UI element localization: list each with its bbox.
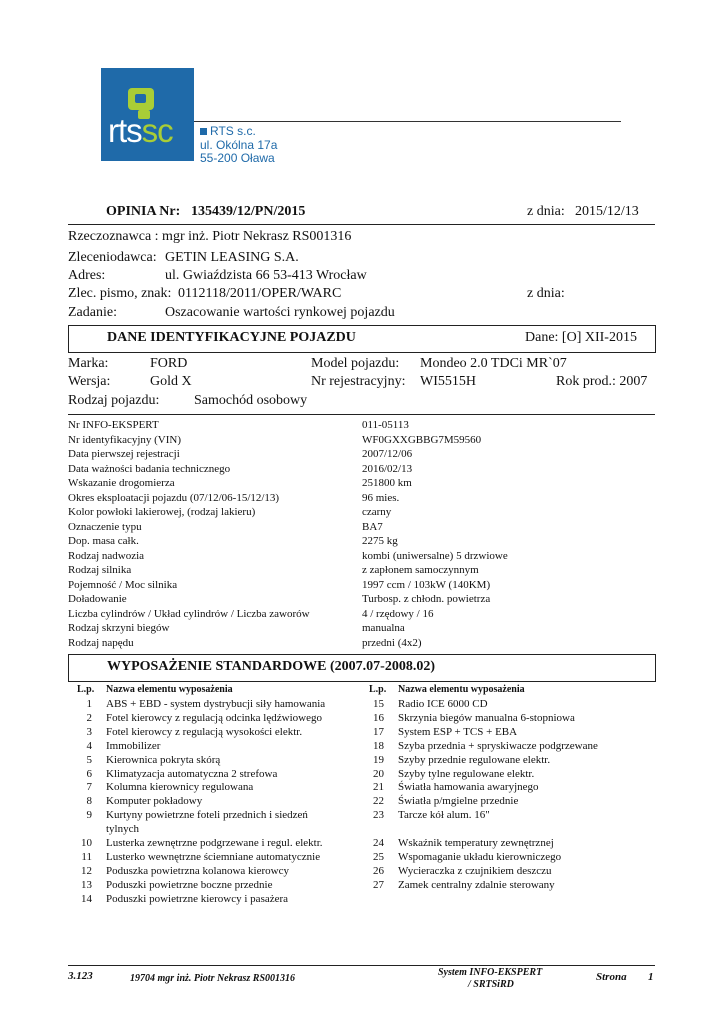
equipment-number: 27 [373,878,384,891]
equipment-number: 23 [373,809,384,822]
equipment-number: 8 [86,795,92,808]
logo-mark [128,88,154,110]
equipment-item: Kolumna kierownicy regulowana [106,781,254,794]
client-label: Zleceniodawca: [68,250,157,265]
equipment-item: System ESP + TCS + EBA [398,725,518,738]
equipment-item: Wycieraczka z czujnikiem deszczu [398,864,552,877]
equipment-number: 19 [373,753,384,766]
detail-value: WF0GXXGBBG7M59560 [362,433,482,446]
task-label: Zadanie: [68,305,117,320]
equipment-number: 12 [81,864,92,877]
equipment-item: Wspomaganie układu kierowniczego [398,850,562,863]
detail-value: Turbosp. z chłodn. powietrza [362,593,491,605]
order-value: 0112118/2011/OPER/WARC [178,286,342,301]
equipment-number: 25 [373,850,384,863]
equipment-item: Lusterko wewnętrzne ściemniane automatycznie [106,850,321,863]
equipment-item: Radio ICE 6000 CD [398,698,488,710]
company-city: 55-200 Oława [200,151,275,165]
registration-label: Nr rejestracyjny: [311,374,406,389]
equipment-number: 20 [373,767,384,780]
column-header-lp: L.p. [369,684,387,695]
client-name: GETIN LEASING S.A. [165,250,299,265]
address-label: Adres: [68,268,106,283]
vehicle-type-value: Samochód osobowy [194,393,308,408]
vehicle-type-label: Rodzaj pojazdu: [68,393,160,408]
detail-label: Nr identyfikacyjny (VIN) [68,433,182,446]
divider [68,414,655,415]
company-name: RTS s.c. [200,124,256,138]
detail-value: 96 mies. [362,491,400,504]
column-header-lp: L.p. [77,684,95,695]
detail-value: 2016/02/13 [362,462,413,475]
footer-page-number: 1 [648,971,654,983]
footer-code: 3.123 [68,970,93,982]
detail-label: Dop. masa całk. [68,535,139,547]
equipment-item: Szyba przednia + spryskiwacze podgrzewane [398,739,598,752]
detail-value: manualna [362,622,405,634]
equipment-number: 3 [86,725,92,738]
make-value: FORD [150,356,188,371]
order-label: Zlec. pismo, znak: [68,286,172,301]
column-header-name: Nazwa elementu wyposażenia [398,684,525,695]
equipment-item: Kurtyny powietrzne foteli przednich i siedzeń [106,809,308,822]
equipment-item: Szyby tylne regulowane elektr. [398,767,535,780]
production-year: Rok prod.: 2007 [556,374,648,389]
vehicle-data-date: Dane: [O] XII-2015 [525,330,637,345]
opinion-label: OPINIA Nr: [106,204,181,219]
detail-value: BA7 [362,520,383,533]
detail-value: 4 / rzędowy / 16 [362,607,434,620]
equipment-number: 14 [81,892,92,905]
detail-label: Rodzaj silnika [68,564,132,576]
equipment-item: Immobilizer [106,739,161,752]
equipment-number: 13 [81,878,92,891]
detail-label: Oznaczenie typu [68,520,142,533]
detail-label: Data ważności badania technicznego [68,462,231,475]
equipment-item: Tarcze kół alum. 16" [398,809,490,822]
detail-label: Rodzaj nadwozia [68,549,145,562]
equipment-number: 9 [86,809,92,822]
equipment-number: 1 [86,698,92,710]
equipment-number: 10 [81,837,92,849]
opinion-date-label: z dnia: [527,204,565,219]
detail-value: 011-05113 [362,419,409,431]
detail-value: 251800 km [362,477,412,489]
opinion-number: 135439/12/PN/2015 [191,204,306,219]
equipment-item: Poduszki powietrzne boczne przednie [106,878,273,891]
detail-label: Rodzaj skrzyni biegów [68,622,170,634]
model-label: Model pojazdu: [311,356,400,371]
equipment-item: Światła hamowania awaryjnego [398,781,539,794]
equipment-number: 21 [373,781,384,794]
equipment-number: 6 [86,767,92,780]
equipment-item: ABS + EBD - system dystrybucji siły hamowania [106,698,326,710]
footer-page-label: Strona [596,971,627,983]
detail-label: Pojemność / Moc silnika [68,578,178,591]
version-value: Gold X [150,374,192,389]
task-value: Oszacowanie wartości rynkowej pojazdu [165,305,395,320]
footer-system-suffix: / SRTSiRD [468,979,514,990]
equipment-number: 22 [373,795,384,808]
equipment-item: Lusterka zewnętrzne podgrzewane i regul. elektr. [106,837,323,849]
make-label: Marka: [68,356,109,371]
detail-label: Data pierwszej rejestracji [68,448,180,460]
detail-value: czarny [362,506,392,518]
order-date-label: z dnia: [527,286,565,301]
equipment-item: Poduszki powietrzne kierowcy i pasażera [106,892,289,905]
equipment-item: Skrzynia biegów manualna 6-stopniowa [398,711,575,724]
equipment-item: Szyby przednie regulowane elektr. [398,753,551,766]
detail-label: Wskazanie drogomierza [68,477,175,489]
equipment-number: 11 [81,850,92,863]
model-value: Mondeo 2.0 TDCi MR`07 [420,356,567,371]
equipment-number: 5 [86,753,92,766]
vehicle-section-title: DANE IDENTYFIKACYJNE POJAZDU [107,330,356,345]
detail-label: Kolor powłoki lakierowej, (rodzaj lakieru) [68,506,256,518]
address-value: ul. Gwiaździsta 66 53-413 Wrocław [165,268,367,283]
equipment-item: Kierownica pokryta skórą [106,753,221,766]
expert-name: Rzeczoznawca : mgr inż. Piotr Nekrasz RS001316 [68,229,352,244]
company-street: ul. Okólna 17a [200,138,278,152]
column-header-name: Nazwa elementu wyposażenia [106,684,233,695]
detail-value: przedni (4x2) [362,636,422,649]
detail-value: z zapłonem samoczynnym [362,564,479,576]
equipment-item: Światła p/mgielne przednie [398,795,519,808]
registration-value: WI5515H [420,374,476,389]
detail-label: Nr INFO-EKSPERT [68,419,159,431]
detail-label: Doładowanie [68,593,127,605]
detail-label: Okres eksploatacji pojazdu (07/12/06-15/12/13) [68,491,280,504]
header-divider [194,121,621,122]
equipment-number: 15 [373,698,384,710]
equipment-number: 16 [373,711,384,724]
equipment-item: Poduszka powietrzna kolanowa kierowcy [106,864,289,877]
equipment-item: Wskaźnik temperatury zewnętrznej [398,837,554,849]
equipment-number: 26 [373,864,384,877]
detail-label: Rodzaj napędu [68,636,134,649]
detail-value: 2275 kg [362,535,398,547]
divider [68,224,655,225]
equipment-section-title: WYPOSAŻENIE STANDARDOWE (2007.07-2008.02) [107,659,435,674]
equipment-item: tylnych [106,823,139,836]
equipment-number: 24 [373,837,384,849]
footer-divider [68,965,655,966]
detail-value: kombi (uniwersalne) 5 drzwiowe [362,549,508,562]
equipment-item: Zamek centralny zdalnie sterowany [398,878,555,891]
footer-author: 19704 mgr inż. Piotr Nekrasz RS001316 [130,973,296,984]
equipment-number: 4 [86,739,92,752]
logo-wordmark: rtssc [108,112,173,149]
footer-system: System INFO-EKSPERT [438,967,543,978]
equipment-number: 18 [373,739,384,752]
equipment-number: 2 [86,711,92,724]
equipment-item: Fotel kierowcy z regulacją odcinka lędźwiowego [106,711,322,724]
equipment-item: Klimatyzacja automatyczna 2 strefowa [106,767,278,780]
detail-value: 2007/12/06 [362,448,413,460]
version-label: Wersja: [68,374,111,389]
detail-label: Liczba cylindrów / Układ cylindrów / Liczba zaworów [68,607,310,620]
equipment-item: Komputer pokładowy [106,795,203,808]
detail-value: 1997 ccm / 103kW (140KM) [362,578,491,591]
equipment-item: Fotel kierowcy z regulacją wysokości elektr. [106,725,303,738]
equipment-number: 17 [373,725,384,738]
opinion-date: 2015/12/13 [575,204,639,219]
equipment-number: 7 [86,781,92,794]
